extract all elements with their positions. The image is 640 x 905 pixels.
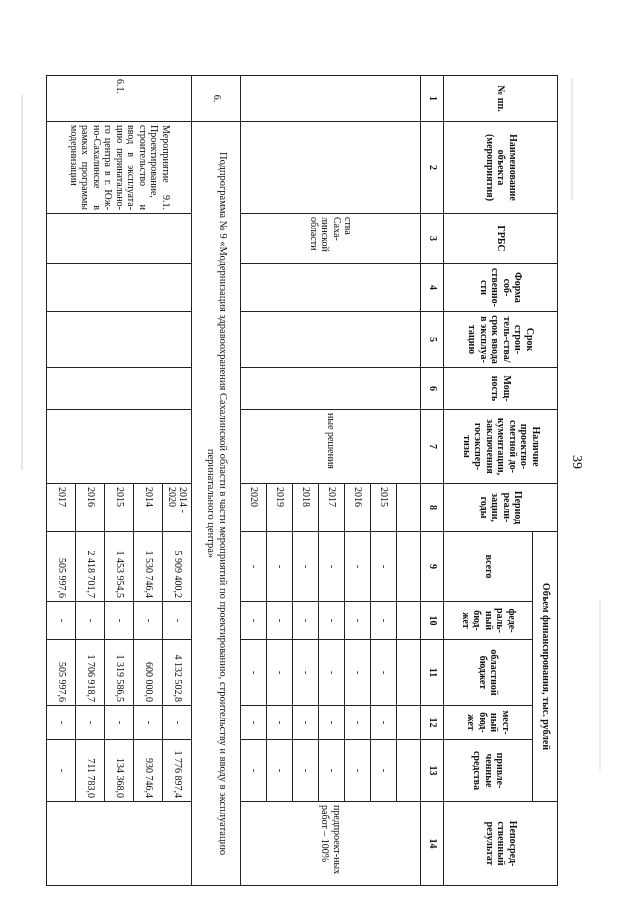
column-number: 6 (421, 368, 444, 410)
measure-power-cell (47, 368, 192, 410)
measure-private: 134 368,0 (105, 740, 134, 802)
header-regional: областной бюджет (444, 640, 533, 706)
prev-grbs: ства Саха-линской области (241, 214, 421, 264)
measure-docs-cell (47, 410, 192, 484)
prev-local-stub (397, 706, 421, 740)
prev-regional: - (267, 640, 293, 706)
measure-name: Мероприятие 9.1. Проектирование, строительство и ввод в эксплуата-цию перинатально-го центра в г. Юж-но-Сахалинске в рамках программы модернизации (47, 122, 192, 214)
prev-term-cell (241, 312, 421, 368)
measure-private: - (47, 740, 76, 802)
column-number: 11 (421, 640, 444, 706)
prev-total-stub (397, 532, 421, 602)
prev-private-stub (397, 740, 421, 802)
measure-federal: - (163, 602, 192, 640)
rotated-content (55, 75, 558, 885)
prev-private: - (293, 740, 319, 802)
prev-federal: - (319, 602, 345, 640)
prev-federal: - (241, 602, 267, 640)
table-viewport (55, 75, 558, 885)
subprogram-row (192, 76, 241, 886)
measure-regional: 1 706 918,7 (76, 640, 105, 706)
measure-federal: - (105, 602, 134, 640)
measure-row (163, 76, 192, 886)
prev-local: - (241, 706, 267, 740)
prev-total: - (241, 532, 267, 602)
investment-table (46, 75, 558, 886)
measure-regional: 1 319 586,5 (105, 640, 134, 706)
measure-private: 711 783,0 (76, 740, 105, 802)
prev-local: - (319, 706, 345, 740)
prev-local: - (267, 706, 293, 740)
prev-ownership-cell (241, 264, 421, 312)
prev-regional: - (241, 640, 267, 706)
header-period: Период реали-зации, годы (444, 484, 558, 532)
column-number: 9 (421, 532, 444, 602)
prev-local: - (293, 706, 319, 740)
column-number: 3 (421, 214, 444, 264)
header-federal: феде-раль-ный бюд-жет (444, 602, 533, 640)
prev-regional: - (371, 640, 397, 706)
measure-period: 2017 (47, 484, 76, 532)
measure-period: 2016 (76, 484, 105, 532)
header-grbs: ГРБС (444, 214, 558, 264)
prev-regional: - (319, 640, 345, 706)
measure-regional: 600 000,0 (134, 640, 163, 706)
measure-local: - (163, 706, 192, 740)
page-number: 39 (569, 455, 584, 469)
prev-regional: - (293, 640, 319, 706)
measure-ownership-cell (47, 264, 192, 312)
measure-local: - (134, 706, 163, 740)
prev-total: - (293, 532, 319, 602)
measure-regional: 4 132 502,8 (163, 640, 192, 706)
prev-period: 2020 (241, 484, 267, 532)
prev-private: - (345, 740, 371, 802)
measure-period: 2014 (134, 484, 163, 532)
prev-private: - (319, 740, 345, 802)
prev-local: - (371, 706, 397, 740)
measure-total: 1 530 746,4 (134, 532, 163, 602)
column-number: 4 (421, 264, 444, 312)
prev-federal-stub (397, 602, 421, 640)
header-total: всего (444, 532, 533, 602)
prev-name-cell (241, 122, 421, 214)
header-term: Срок строи-тель-ства/срок ввода в эксплуа-тацию (444, 312, 558, 368)
column-number: 13 (421, 740, 444, 802)
prev-regional: - (345, 640, 371, 706)
measure-federal: - (76, 602, 105, 640)
column-number-row (421, 76, 444, 886)
prev-federal: - (293, 602, 319, 640)
prev-private: - (241, 740, 267, 802)
prev-period: 2019 (267, 484, 293, 532)
measure-total: 2 418 701,7 (76, 532, 105, 602)
header-private: привле-ченные средства (444, 740, 533, 802)
column-number: 2 (421, 122, 444, 214)
subprogram-num: 6. (192, 76, 241, 122)
header-ownership: Форма соб-ственно-сти (444, 264, 558, 312)
measure-period: 2014 - 2020 (163, 484, 192, 532)
measure-num: 6.1. (47, 76, 192, 122)
measure-total: 1 453 954,5 (105, 532, 134, 602)
prev-regional-stub (397, 640, 421, 706)
measure-grbs-cell (47, 214, 192, 264)
header-power: Мощ-ность (444, 368, 558, 410)
prev-period-stub (397, 484, 421, 532)
measure-result-cell (47, 802, 192, 886)
column-number: 8 (421, 484, 444, 532)
prev-local: - (345, 706, 371, 740)
measure-federal: - (134, 602, 163, 640)
prev-period: 2016 (345, 484, 371, 532)
prev-total: - (319, 532, 345, 602)
column-number: 12 (421, 706, 444, 740)
prev-federal: - (267, 602, 293, 640)
measure-private: 1 776 897,4 (163, 740, 192, 802)
header-funding: Объем финансирования, тыс. рублей (533, 532, 558, 802)
column-number: 14 (421, 802, 444, 886)
measure-total: 505 997,6 (47, 532, 76, 602)
header-row-1 (533, 76, 558, 886)
prev-result: предпроект-ных работ – 100% (241, 802, 421, 886)
prev-total: - (371, 532, 397, 602)
prev-private: - (371, 740, 397, 802)
header-num: № пп. (444, 76, 558, 122)
measure-local: - (105, 706, 134, 740)
subprogram-title: Подпрограмма № 9 «Модернизация здравоохранения Сахалинской области в части мероприятий по проектированию, строительству и вводу в эксплуатацию перинатального центра» (192, 122, 241, 886)
column-number: 1 (421, 76, 444, 122)
measure-private: 930 746,4 (134, 740, 163, 802)
prev-block-row (397, 76, 421, 886)
column-number: 5 (421, 312, 444, 368)
measure-local: - (47, 706, 76, 740)
column-number: 10 (421, 602, 444, 640)
measure-local: - (76, 706, 105, 740)
prev-power-cell (241, 368, 421, 410)
measure-period: 2015 (105, 484, 134, 532)
header-docs: Наличие проектно-сметной до-кументации, заключения госэкспер-тизы (444, 410, 558, 484)
prev-federal: - (371, 602, 397, 640)
prev-total: - (345, 532, 371, 602)
header-local: мест-ный бюд-жет (444, 706, 533, 740)
prev-total: - (267, 532, 293, 602)
prev-private: - (267, 740, 293, 802)
prev-period: 2015 (371, 484, 397, 532)
measure-federal: - (47, 602, 76, 640)
header-name: Наименование объекта (мероприятия) (444, 122, 558, 214)
column-number: 7 (421, 410, 444, 484)
prev-period: 2017 (319, 484, 345, 532)
prev-federal: - (345, 602, 371, 640)
header-result: Непосред-ственный результат (444, 802, 558, 886)
measure-total: 5 909 400,2 (163, 532, 192, 602)
prev-period: 2018 (293, 484, 319, 532)
measure-regional: 505 997,6 (47, 640, 76, 706)
prev-num-cell (241, 76, 421, 122)
prev-docs: ные решения (241, 410, 421, 484)
measure-term-cell (47, 312, 192, 368)
